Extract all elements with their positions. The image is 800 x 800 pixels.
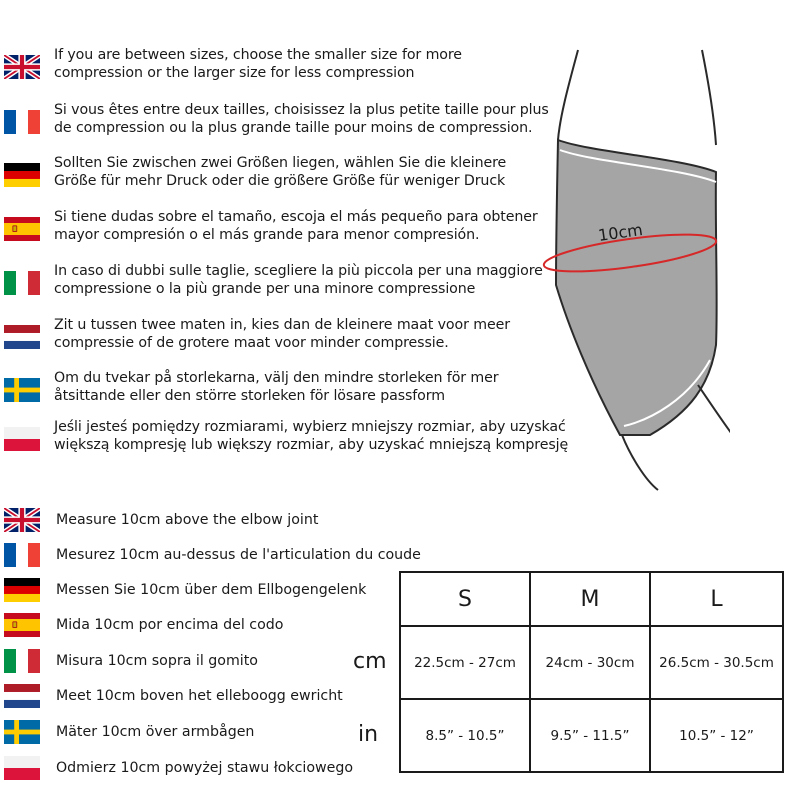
flag-it-icon	[4, 649, 40, 673]
flag-fr-icon	[4, 543, 40, 567]
flag-de-icon	[4, 578, 40, 602]
size-note-de	[54, 154, 506, 190]
cell-in-l: 10.5” - 12”	[650, 699, 783, 772]
size-header-l: L	[650, 572, 783, 626]
note-line: Zit u tussen twee maten in, kies dan de kleinere maat voor meer	[54, 317, 510, 333]
arm-outline-left	[558, 50, 578, 140]
measure-instruction-es: Mida 10cm por encima del codo	[56, 617, 284, 633]
note-line: If you are between sizes, choose the smaller size for more	[54, 47, 462, 63]
cell-cm-l: 26.5cm - 30.5cm	[650, 626, 783, 699]
note-line: In caso di dubbi sulle taglie, scegliere la più piccola per una maggiore	[54, 263, 543, 279]
cell-in-s: 8.5” - 10.5”	[400, 699, 530, 772]
note-line: większą kompresję lub większy rozmiar, aby uzyskać mniejszą kompresję	[54, 437, 569, 453]
forearm-outline-right	[698, 385, 730, 460]
note-line: Jeśli jesteś pomiędzy rozmiarami, wybierz mniejszy rozmiar, aby uzyskać	[54, 419, 566, 435]
elbow-sleeve-illustration	[530, 40, 730, 500]
measure-instruction-fr: Mesurez 10cm au-dessus de l'articulation du coude	[56, 547, 421, 563]
measure-label: 10cm	[596, 219, 644, 245]
unit-label-cm: cm	[353, 649, 387, 674]
arm-outline-right	[702, 50, 716, 145]
flag-uk-icon	[4, 508, 40, 532]
flag-pl-icon	[4, 756, 40, 780]
flag-es-icon	[4, 217, 40, 241]
flag-es-icon	[4, 613, 40, 637]
sleeve-body	[556, 140, 717, 435]
note-line: Si tiene dudas sobre el tamaño, escoja el más pequeño para obtener	[54, 209, 538, 225]
flag-se-icon	[4, 378, 40, 402]
note-line: de compression ou la plus grande taille pour moins de compression.	[54, 120, 533, 136]
forearm-outline-left	[622, 435, 658, 490]
flag-nl-icon	[4, 325, 40, 349]
cell-in-m: 9.5” - 11.5”	[530, 699, 650, 772]
note-line: Sollten Sie zwischen zwei Größen liegen, wählen Sie die kleinere	[54, 155, 507, 171]
size-header-m: M	[530, 572, 650, 626]
note-line: åtsittande eller den större storleken för lösare passform	[54, 388, 445, 404]
measure-instruction-it: Misura 10cm sopra il gomito	[56, 653, 258, 669]
measure-instruction-nl: Meet 10cm boven het elleboogg ewricht	[56, 688, 343, 704]
cell-cm-m: 24cm - 30cm	[530, 626, 650, 699]
table-row-in	[400, 699, 783, 772]
flag-se-icon	[4, 720, 40, 744]
note-line: Om du tvekar på storlekarna, välj den mindre storleken för mer	[54, 370, 499, 386]
note-line: compressione o la più grande per una minore compressione	[54, 281, 476, 297]
measure-instruction-de: Messen Sie 10cm über dem Ellbogengelenk	[56, 582, 367, 598]
table-row-cm	[400, 626, 783, 699]
size-note-pl	[54, 418, 568, 454]
table-header-row	[400, 572, 783, 626]
measure-instruction-pl: Odmierz 10cm powyżej stawu łokciowego	[56, 760, 354, 776]
size-note-en	[54, 46, 462, 82]
size-note-nl	[54, 316, 510, 352]
size-header-s: S	[400, 572, 530, 626]
flag-pl-icon	[4, 427, 40, 451]
size-note-sv	[54, 369, 499, 405]
note-line: compressie of de grotere maat voor minder compressie.	[54, 335, 449, 351]
size-note-it	[54, 262, 543, 298]
note-line: Größe für mehr Druck oder die größere Größe für weniger Druck	[54, 173, 506, 189]
note-line: Si vous êtes entre deux tailles, choisissez la plus petite taille pour plus	[54, 102, 549, 118]
size-chart-table	[399, 571, 784, 773]
flag-de-icon	[4, 163, 40, 187]
flag-it-icon	[4, 271, 40, 295]
measure-instruction-en: Measure 10cm above the elbow joint	[56, 512, 319, 528]
unit-label-in: in	[358, 722, 379, 747]
cell-cm-s: 22.5cm - 27cm	[400, 626, 530, 699]
flag-uk-icon	[4, 55, 40, 79]
flag-fr-icon	[4, 110, 40, 134]
note-line: mayor compresión o el más grande para menor compresión.	[54, 227, 480, 243]
size-note-fr	[54, 101, 549, 137]
flag-nl-icon	[4, 684, 40, 708]
size-note-es	[54, 208, 538, 244]
measure-instruction-sv: Mäter 10cm över armbågen	[56, 724, 255, 740]
note-line: compression or the larger size for less compression	[54, 65, 415, 81]
